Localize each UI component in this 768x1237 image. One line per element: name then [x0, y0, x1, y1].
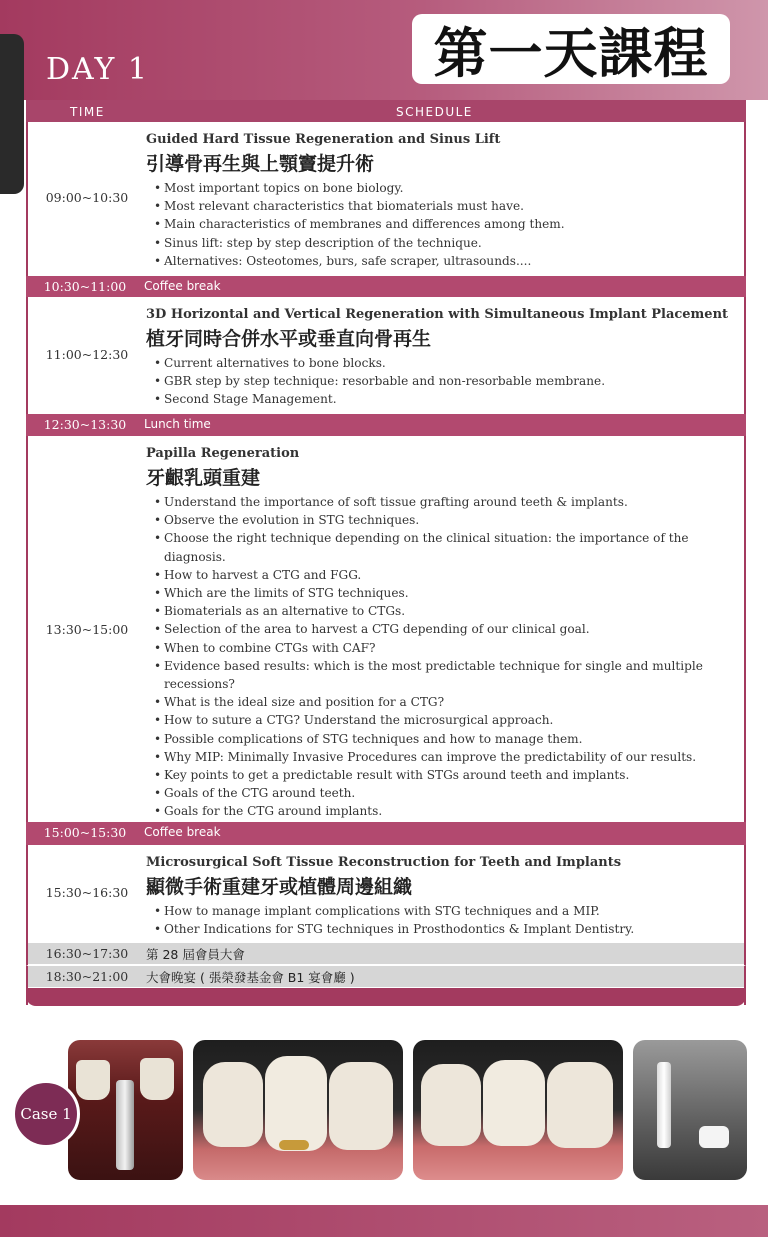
session-title: Microsurgical Soft Tissue Reconstruction for Teeth and Implants [146, 855, 622, 870]
bullet-item: • When to combine CTGs with CAF? [154, 639, 736, 657]
case-photo-after [413, 1040, 623, 1180]
break-row [26, 414, 746, 436]
session-time: 11:00~12:30 [45, 347, 129, 362]
bullet-item: • Selection of the area to harvest a CTG depending of our clinical goal. [154, 620, 736, 638]
case-photo-xray [633, 1040, 747, 1180]
bullet-item: • Most important topics on bone biology. [154, 179, 736, 197]
session-2 [26, 297, 746, 414]
bullet-item: • Which are the limits of STG techniques. [154, 584, 736, 602]
event-label: 大會晚宴 ( 張榮發基金會 B1 宴會廳 ) [146, 970, 355, 985]
break-label: Lunch time [144, 417, 211, 431]
session-title: Guided Hard Tissue Regeneration and Sinus Lift [146, 132, 501, 147]
bullet-item: • Choose the right technique depending on the clinical situation: the importance of the diagnosis. [154, 529, 736, 565]
bullet-item: • Current alternatives to bone blocks. [154, 354, 736, 372]
bullet-item: • Key points to get a predictable result with STGs around teeth and implants. [154, 766, 736, 784]
session-time: 15:30~16:30 [45, 885, 129, 900]
bullet-item: • Evidence based results: which is the most predictable technique for single and multiple recessions? [154, 657, 736, 693]
event-label: 第 28 屆會員大會 [146, 947, 245, 962]
session-title-zh: 植牙同時合併水平或垂直向骨再生 [146, 328, 432, 350]
event-time: 16:30~17:30 [45, 946, 129, 961]
schedule-column-header: SCHEDULE [396, 105, 473, 119]
break-time: 10:30~11:00 [43, 279, 127, 294]
bullet-item: • Observe the evolution in STG techniques. [154, 511, 736, 529]
bullet-item: • Understand the importance of soft tissue grafting around teeth & implants. [154, 493, 736, 511]
event-row [26, 943, 746, 964]
bullet-item: • Possible complications of STG techniques and how to manage them. [154, 730, 736, 748]
bullet-item: • Alternatives: Osteotomes, burs, safe scraper, ultrasounds.... [154, 252, 736, 270]
bullet-item: • GBR step by step technique: resorbable and non-resorbable membrane. [154, 372, 736, 390]
event-time: 18:30~21:00 [45, 969, 129, 984]
schedule-header [26, 100, 746, 122]
bullet-item: • Main characteristics of membranes and differences among them. [154, 215, 736, 233]
bullet-item: • Other Indications for STG techniques in Prosthodontics & Implant Dentistry. [154, 920, 736, 938]
session-title: 3D Horizontal and Vertical Regeneration with Simultaneous Implant Placement [146, 307, 729, 322]
session-title-zh: 引導骨再生與上顎竇提升術 [146, 153, 375, 175]
bullet-item: • How to suture a CTG? Understand the microsurgical approach. [154, 711, 736, 729]
session-title-zh: 牙齦乳頭重建 [146, 467, 261, 489]
bullet-item: • What is the ideal size and position for a CTG? [154, 693, 736, 711]
break-time: 12:30~13:30 [43, 417, 127, 432]
case-photo-before [193, 1040, 403, 1180]
case-photo-implant [68, 1040, 183, 1180]
bullet-item: • Sinus lift: step by step description of the technique. [154, 234, 736, 252]
case-badge: Case 1 [12, 1080, 80, 1148]
session-1 [26, 122, 746, 276]
side-tab [0, 34, 24, 194]
session-time: 13:30~15:00 [45, 622, 129, 637]
session-4 [26, 845, 746, 942]
bullet-item: • How to manage implant complications with STG techniques and a MIP. [154, 902, 736, 920]
break-label: Coffee break [144, 825, 221, 839]
session-time: 09:00~10:30 [45, 190, 129, 205]
break-label: Coffee break [144, 279, 221, 293]
day-label: DAY 1 [46, 52, 149, 87]
session-3 [26, 436, 746, 822]
event-row [26, 965, 746, 987]
chinese-title: 第一天課程 [412, 14, 730, 84]
break-row [26, 822, 746, 845]
session-title: Papilla Regeneration [146, 446, 300, 461]
bullet-item: • How to harvest a CTG and FGG. [154, 566, 736, 584]
session-title-zh: 顯微手術重建牙或植體周邊組織 [146, 876, 413, 898]
bullet-item: • Most relevant characteristics that biomaterials must have. [154, 197, 736, 215]
bullet-item: • Biomaterials as an alternative to CTGs. [154, 602, 736, 620]
bullet-item: • Second Stage Management. [154, 390, 736, 408]
schedule-frame-bottom [26, 988, 746, 1006]
break-time: 15:00~15:30 [43, 825, 127, 840]
time-column-header: TIME [70, 105, 105, 119]
bullet-item: • Why MIP: Minimally Invasive Procedures can improve the predictability of our results. [154, 748, 736, 766]
bullet-item: • Goals for the CTG around implants. [154, 802, 736, 820]
bullet-item: • Goals of the CTG around teeth. [154, 784, 736, 802]
break-row [26, 276, 746, 297]
footer-band [0, 1205, 768, 1237]
